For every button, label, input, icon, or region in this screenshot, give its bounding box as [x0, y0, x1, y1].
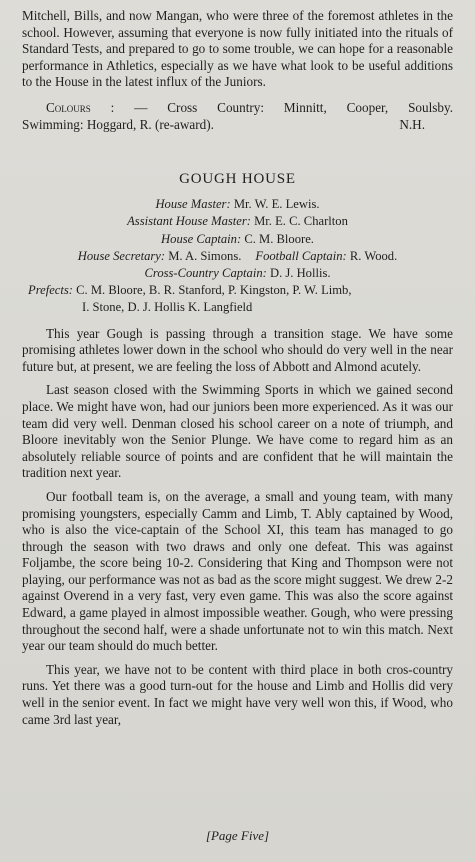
prefects-line-2: I. Stone, D. J. Hollis K. Langfield — [82, 300, 253, 315]
house-master-label: House Master: — [155, 197, 231, 212]
cross-country-names: Minnitt, Cooper, Soulsby. — [283, 99, 454, 115]
assistant-name: Mr. E. C. Charlton — [254, 214, 348, 229]
colours-label: Colours — [46, 99, 91, 115]
secretary-label: House Secretary: — [77, 248, 166, 263]
paragraph-swimming: Last season closed with the Swimming Sports in which we gained second place. We might have won, had our juniors been more experienced. As it was our team did very well. Denman closed his school career on a note of triumph, and Bloore inevitably won the Senior Plunge. We have come to regard him as an absolutely reliable source of points and are confident that he will maintain the tradition next year. — [22, 382, 453, 481]
football-name: R. Wood. — [349, 248, 398, 263]
cross-country-captain-label: Cross-Country Captain: — [144, 265, 267, 280]
colours-line-2 — [22, 117, 453, 134]
colours-line-1 — [22, 100, 453, 117]
prefects-line-1 — [22, 282, 453, 299]
house-master-name: Mr. W. E. Lewis. — [233, 197, 320, 212]
paragraph-cross-country: This year, we have not to be content with third place in both cros-country runs. Yet there was a good turn-out for the house and Limb and Hollis did very well in the senior event. In fact we might have very well won this, if Wood, who came 3rd last year, — [22, 661, 453, 727]
house-officials — [22, 196, 453, 316]
paragraph-transition: This year Gough is passing through a transition stage. We have some promising athletes lower down in the school who should do very well in the near future but, at present, we are feeling the loss of Abbott and Almond acutely. — [22, 325, 453, 374]
intro-paragraph: Mitchell, Bills, and now Mangan, who were three of the foremost athletes in the school. However, assuming that everyone is now fully initiated into the rituals of Standard Tests, and prepared to go to some trouble, we can hope for a reasonable performance in Athletics, especially as we have what look to be useful additions to the House in the latest influx of the Juniors. — [22, 8, 453, 90]
swimming-names: Hoggard, R. (re-award). — [86, 116, 214, 132]
assistant-line — [22, 213, 453, 230]
house-master-line — [22, 196, 453, 213]
prefects-names-1: C. M. Bloore, B. R. Stanford, P. Kingston, P. W. Limb, — [76, 283, 352, 298]
cross-country-label: Cross Country: — [167, 99, 265, 115]
secretary-name: M. A. Simons. — [168, 248, 242, 263]
captain-line — [22, 231, 453, 248]
captain-name: C. M. Bloore. — [244, 231, 314, 246]
assistant-label: Assistant House Master: — [127, 214, 251, 229]
swimming-label: Swimming: — [22, 116, 84, 132]
page-number: [Page Five] — [205, 828, 270, 843]
paragraph-football: Our football team is, on the average, a small and young team, with many promising youngsters, especially Camm and Limb, T. Ably captained by Wood, who is also the vice-captain of the School XI, this team has managed to go through the season with two draws and only one defeat. This was against Foljambe, the score being 10-2. Considering that King and Thompson were not playing, our performance was not as bad as the score might suggest. We drew 2-2 against Overend in a very fast, very even game. This was also the score against Edward, a game played in almost impossible weather. Gough, who were pressing throughout the second half, were a shade unfortunate not to win this match. Next year our team should do much better. — [22, 488, 453, 654]
cross-country-captain-line — [22, 265, 453, 282]
secretary-line — [22, 248, 453, 265]
author-initials: N.H. — [399, 116, 425, 132]
house-title: GOUGH HOUSE — [179, 171, 296, 188]
cross-country-captain-name: D. J. Hollis. — [269, 265, 331, 280]
prefects-label: Prefects: — [28, 283, 73, 298]
colours-separator: : — — [110, 99, 148, 115]
swimming-colours — [22, 117, 214, 134]
football-label: Football Captain: — [255, 248, 347, 263]
colours-section — [22, 100, 453, 133]
captain-label: House Captain: — [161, 231, 242, 246]
house-report — [22, 326, 453, 729]
